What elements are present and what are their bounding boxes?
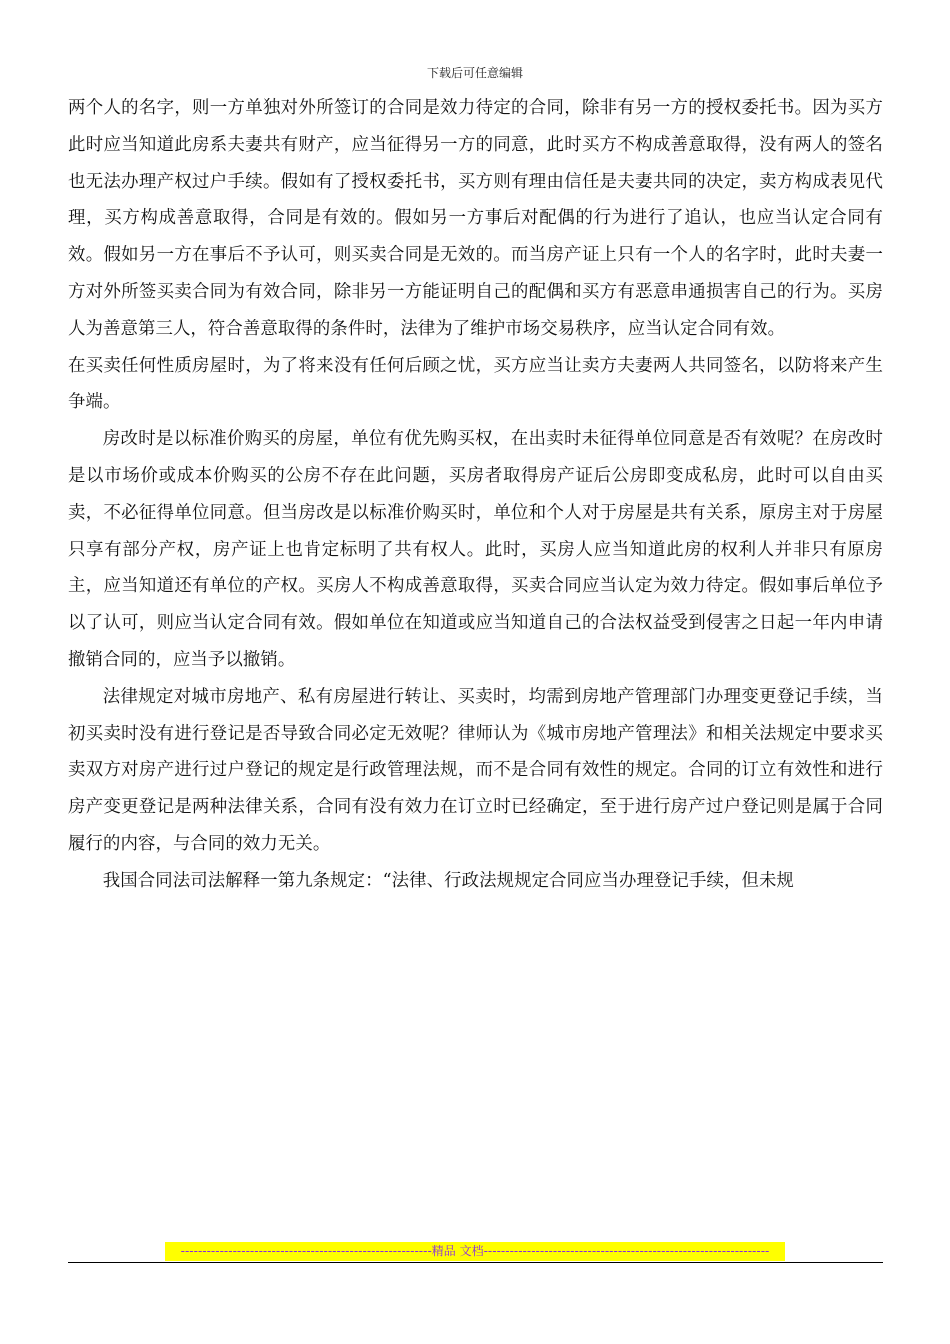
paragraph: 我国合同法司法解释一第九条规定：“法律、行政法规规定合同应当办理登记手续，但未规	[102, 870, 794, 891]
footer-divider	[68, 1262, 883, 1263]
page-header: 下载后可任意编辑	[426, 66, 523, 80]
paragraph: 在买卖任何性质房屋时，为了将来没有任何后顾之忧，买方应当让卖方夫妻两人共同签名，以防将来产生争端。	[68, 355, 883, 413]
document-body	[68, 90, 883, 900]
footer-banner: ----------------------------------------------------------精品 文档------------------------------------------------------------------	[165, 1242, 785, 1261]
paragraph: 房改时是以标准价购买的房屋，单位有优先购买权，在出卖时未征得单位同意是否有效呢？在房改时是以市场价或成本价购买的公房不存在此问题，买房者取得房产证后公房即变成私房，此时可以自由买卖，不必征得单位同意。但当房改是以标准价购买时，单位和个人对于房屋是共有关系，原房主对于房屋只享有部分产权，房产证上也肯定标明了共有权人。此时，买房人应当知道此房的权利人并非只有原房主，应当知道还有单位的产权。买房人不构成善意取得，买卖合同应当认定为效力待定。假如事后单位予以了认可，则应当认定合同有效。假如单位在知道或应当知道自己的合法权益受到侵害之日起一年内申请撤销合同的，应当予以撤销。	[68, 429, 883, 670]
paragraph: 两个人的名字，则一方单独对外所签订的合同是效力待定的合同，除非有另一方的授权委托书。因为买方此时应当知道此房系夫妻共有财产，应当征得另一方的同意，此时买方不构成善意取得，没有两人的签名也无法办理产权过户手续。假如有了授权委托书，买方则有理由信任是夫妻共同的决定，卖方构成表见代理，买方构成善意取得，合同是有效的。假如另一方事后对配偶的行为进行了追认，也应当认定合同有效。假如另一方在事后不予认可，则买卖合同是无效的。而当房产证上只有一个人的名字时，此时夫妻一方对外所签买卖合同为有效合同，除非另一方能证明自己的配偶和买方有恶意串通损害自己的行为。买房人为善意第三人，符合善意取得的条件时，法律为了维护市场交易秩序，应当认定合同有效。	[68, 98, 883, 339]
paragraph: 法律规定对城市房地产、私有房屋进行转让、买卖时，均需到房地产管理部门办理变更登记手续，当初买卖时没有进行登记是否导致合同必定无效呢？律师认为《城市房地产管理法》和相关法规定中要求买卖双方对房产进行过户登记的规定是行政管理法规，而不是合同有效性的规定。合同的订立有效性和进行房产变更登记是两种法律关系，合同有没有效力在订立时已经确定，至于进行房产过户登记则是属于合同履行的内容，与合同的效力无关。	[68, 686, 883, 854]
